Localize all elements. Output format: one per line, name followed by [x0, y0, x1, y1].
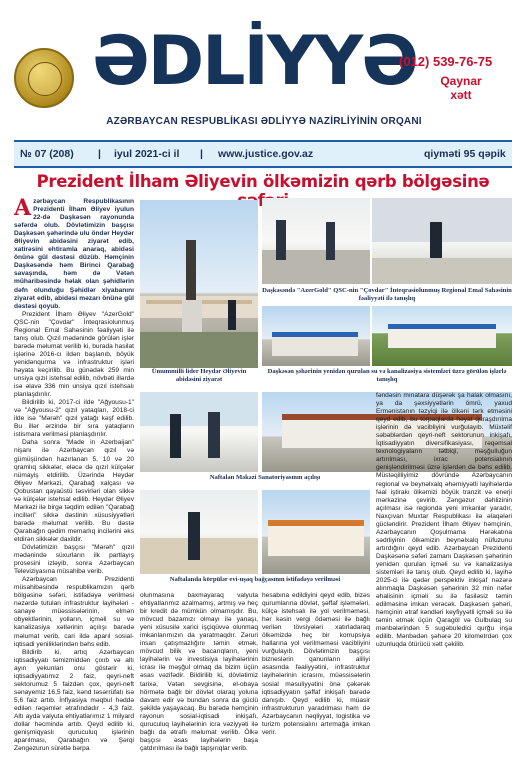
drop-cap: A [14, 198, 32, 221]
hotline-label-line2: xətt [450, 88, 472, 102]
article-paragraph: Bildirib ki, artıq Azərbaycan iqtisadiyyatı təmizmiddən çıxıb və altı ayın yekunları onu göstərir ki, iqtisadiyyatımız 2 faiz, qeyri-neft sektorumuz 5 faizdən çox, qeyri-neft sənayemiz 16,5 faiz, kənd təsərrüfatı isə 5,6 faiz artıb. İnflyasiya məqbul həddə edilən rəqəmlər ətrafındadır - 4,3 faiz. Altı ayda valyuta ehtiyatlarımız 1 milyard dollar həcmində artıb. Qeyd edilib ki, genişmiqyaslı quruculuq işlərinin aparılması, Qarabağın və Şərqi Zəngəzurun sürətlə bərpa [14, 648, 134, 753]
article-column-3 [262, 592, 370, 764]
article-column-1 [14, 198, 134, 764]
photo-kindergarten-1 [140, 490, 258, 574]
article-paragraph: Prezident İlham Əliyev "AzerGold" QSC-nin "Çovdar" İnteqrasiolunmuş Regional Emal Sahəsinin fəaliyyəti ilə tanış olub. Qızıl mədəninde görülən işlər barədə məlumat verilib ki, burada hasilat işlərinə 2016-cı ildən başlanıb, böyük yenidənqurma və infrastruktur işləri həyata keçirilib. Bu günədək 259 min unsiya qızıl istehsal edilib, növbəti illərdə isə əlavə 336 min unsiya qızıl istehsalı planlaşdırılır. [14, 310, 134, 399]
hotline-label-line1: Qaynar [440, 74, 482, 88]
issue-price: qiyməti 95 qəpik [424, 148, 506, 160]
article-paragraph: fəndəsin mınatara düşərək şa halak olmasını, ya da şəxsiyyətlərin ömrü, yaxud Ermənistanın təzyiqi ilə ölkəni tərk etməsini qeyd edib, bu torpaqlarda həyat quraşdırılma işlərinin də vacibliyini vurğulayıb. Müxtəlif səbəblərdən qeyri-neft sektorunun inkişafı, İqtisadiyyatın diversifikasiyası, rəqəmsal texnologiyaların tətbiqi, məşğulluğun artırılması, ixrac potensialının genişləndirilməsi üzrə işlərdən də bəhs edilib. Müstəqilliyimiz dövründə Azərbaycanın regional və beynəlxalq əhəmiyyətli layihələrdə fəal iştirakı ölkəmizi böyük tranzit və enerji mərkəzinə çevirib. Zəngəzur dəhlizinin açılması isə regionda yeni imkanlar yaradır, Naxçıvan Muxtar Respublikası ilə əlaqələri gücləndirir. Prezident İlham Əliyev həmçinin, Azərbaycanın Qoşulmama Hərəkatına sədrliyinin ölkəmizin beynəlxalq nüfuzunu artırdığını qeyd edib. Azərbaycan Prezidenti Daşkəsənə səfəri zamanı Daşkəsən şəhərinin yenidən qurulan içməli su və kanalizasiya sistemləri ilə tanış olub. Qeyd edilib ki, layihə 2025-ci ilə qədər perspektiv inkişaf nəzərə alınmaqla Daşkəsən şəhərinin 32 min nəfər əhalisinin içməli su ilə fasiləsiz təmin edilməsinə imkan verəcək. Daşkəsən şəhəri, həmçinin ətraf kəndləri keyfiyyətli içməli su ilə təmin etmək üçün Qaragöl və Gulbulaq su mənbələrindən 5 sugəbuledici qurğu inşa edilib. Mənbədən şəhərə 20 kilometrdən çox uzunluqda ötürücü xətt çəkilib. [376, 392, 512, 649]
issue-date: iyul 2021-ci il [114, 148, 180, 160]
article-paragraph: olunmasına baxmayaraq valyuta ehtiyatlarımız azalmamış, artmış və heç bir kredit də mümkün olmamışdır. Bu, mövcud bazamızı olmayı ilə yanaşı, yeni xüsusilə xarici işçiqüvvə olunmaq imkanlarımızın da yaratmaqdır. Zəruri insan çatışmazlığını təmin etmək, mövcud bilik və bacarıqların, yeni layihələrin və investisiya layihələrinin icrası ilə məşğul olmaq da bizim üçün əsas vəzifədir. Bildirilib ki, dövlətimiz tarixə, Vətən sevgisinə, el-obaya hörmətə bağlı bir dövlət olaraq yoluna davam edir və bundan sonra da güclü şəkildə yaşayacaq. Bu barədə həmçinin rayonun sosial-iqtisadi inkişafı, quruculuq layihələrinin icra vəziyyəti ilə bağlı da ətraflı məlumat verilib. Ölkə başçısı əsas layihələrin başa çatdırılması ilə bağlı tapşırıqlar verib. [140, 592, 258, 752]
caption-azergold-facility: Daşkəsəndə "AzerGold" QSC-nin "Çovdar" İnteqrasiolunmuş Regional Emal Sahəsinin fəaliyyəti ilə tanışlıq [262, 287, 512, 305]
website-link[interactable]: www.justice.gov.az [218, 148, 314, 160]
bar-separator: | [98, 148, 101, 160]
article-paragraph: Bildirilib ki, 2017-ci ilde "Ağyousu-1" və "Ağyousu-2" qızıl yataqları, 2018-ci ilde isə "Mərəh" qızıl yatağı kəşf edilib. Bu illər ərzində bir sıra yataqların istismara verilməsi planlaşdırılır. [14, 399, 134, 439]
photo-water-system-1 [262, 306, 370, 366]
newspaper-subtitle: AZƏRBAYCAN RESPUBLİKASI ƏDLİYYƏ NAZİRLİYİNİN ORQANI [106, 116, 422, 127]
bar-separator: | [200, 148, 203, 160]
article-paragraph: hesabına edildiyini qeyd edib, bizəs qurumlarına dövlət, şəffaf işləmələri, külçə istehsalı ilə yol verilməməsi, hər kəsin vergi ödəməsi ilə bağlı verilən tövsiyələri xatırladaraq ölkəmizdə heç bir korrupsiya hallarına yol verilməməsi vacibliyini vurğulayıb. Dövlətimizin başçısı bizneslərin qanunların aliliyi əsasında fəaliyyətini, infrastruktur layihələrinin icrasını, müəssisələrin sosial məsuliyyətini önə çəkərək iqtisadiyyatın şəffaf inkişafı barədə danışıb. Qeyd edilib ki, müasir infrastrukturun yaradılması həm də Azərbaycanın nəqliyyat, logistika və turizm potensialını artırmağa imkan verir. [262, 592, 370, 736]
issue-bar [14, 140, 512, 168]
article-lead: zərbaycan Respublikasının Prezidenti İlham Əliyev iyulun 22-də Daşkəsən rayonunda səfərdə olub. Dövlətimizin başçısı Daşkəsən şəhərində ulu öndər Heydər Əliyevin abidəsini ziyarət edib, xatirəsini ehtiramla anaraq, abidəsi önünə gül dəstəsi düzüb. Həmçinin Daşkəsəndə həm Birinci Qarabağ savaşında, həm də Vətən müharibəsində həlak olan şəhidlərin dəfn olunduğu Şəhidlər xiyabanını ziyarət edib, abidəsi məzarı önünə gül dəstəsi qoyub. [14, 198, 134, 310]
newspaper-title: ƏDLİYYƏ [92, 22, 418, 101]
issue-number: № 07 (208) [20, 148, 74, 160]
photo-water-system-2 [372, 306, 512, 366]
photo-processing-facility [262, 198, 370, 284]
article-paragraph: Dövlətimizin başçısı "Mərəh" qızıl mədənində süxurların ilk partlayış prosesini izləyib, sonra Azərbaycan Televiziyasına müsahibə verib. [14, 544, 134, 576]
photo-sanatorium-1 [140, 392, 258, 472]
caption-naftalan-kindergarten: Naftalanda körpülər evi-uşaq bağçasının istifadəyə verilməsi [140, 576, 370, 586]
masthead [0, 0, 523, 140]
caption-water-systems: Daşkəsən şəhərinin yenidən qurulan su və kanalizasiya sistemləri üzrə görülən işlərlə tanışlıq [262, 368, 512, 386]
hotline-label [436, 74, 486, 102]
article-headline: Prezident İlham Əliyevin ölkəmizin qərb bölgəsinə [36, 172, 490, 191]
photo-heydar-aliyev-monument [140, 200, 258, 368]
caption-naftalan-sanatorium: Naftalan Məkəzi Sanatoriyasının açılışı [140, 474, 390, 484]
photo-kindergarten-2 [262, 490, 370, 574]
article-paragraph: Daha sonra "Made in Azerbaijan" nişanı ilə Azərbaycan qızıl və gümüşündən hazırlanan 5, 10 və 20 qramlıq sikkələr, eləcə də qızıl külçələr nümayiş etdirilib. Üzərində Heydər Əliyev Mərkəzi, Qarabağ xalçası və Qobustan qayaüstü təsvirləri olan sikkə və külçələr istehsal edilib. Heydər Əliyev Mərkəzi ilə birgə təqdim edilən "Qarabağ incilləri" sikkə dəstinin xüsusiyyətləri barədə məlumat verilib. Bu dəstə Qarabağın qədim memarlıq incilərini əks etdirən sikkələr daxildir. [14, 439, 134, 543]
caption-monument-visit: Ümummilli lider Heydər Əliyevin abidəsini ziyarət [140, 368, 258, 386]
hotline-phone[interactable]: (012) 539-76-75 [399, 54, 493, 69]
justice-emblem-icon [14, 48, 74, 108]
article-paragraph: Azərbaycan Prezidenti müsahibəsində respublikamızın qərb bölgəsinə səfəri, istifadəyə verilməsi nəzərdə tutulan infrastruktur layihələri - sanaye müəssisələrinin, elmən obyektlərinin, yolların, içməli su və kanalizasiya xətlərinin açılışı barədə məlumat verib, cari ildə aparıl sosial-iqtisadi yeniliklərindən bəhs edib. [14, 576, 134, 648]
article-column-2 [140, 592, 258, 764]
photo-president-inspection [372, 198, 512, 284]
article-column-4 [376, 392, 512, 764]
